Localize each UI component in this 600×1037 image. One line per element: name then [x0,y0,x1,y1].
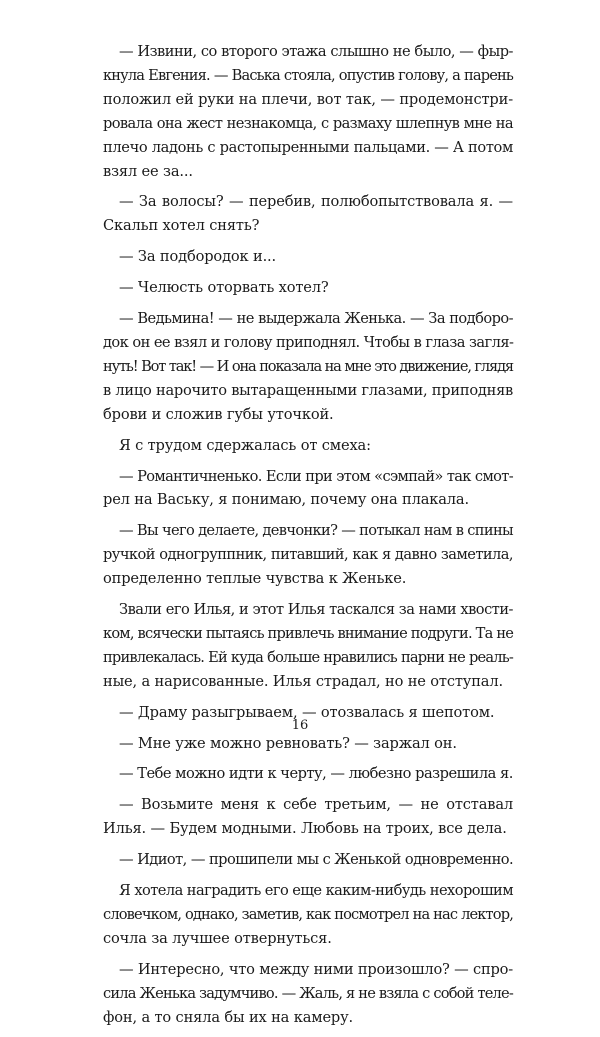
text-line: — Челюсть оторвать хотел? [119,279,329,297]
text-line: сочла за лучшее отвернуться. [103,929,332,947]
page-text [103,40,513,1037]
paragraph [103,958,513,1030]
text-line: — Интересно, что между ними произошло? — спро- [119,960,513,978]
text-line: — Романтичненько. Если при этом «сэмпай» так смот- [119,467,513,485]
paragraph [103,434,513,458]
paragraph [103,245,513,269]
paragraph [103,848,513,872]
text-line: фон, а то сняла бы их на камеру. [103,1008,354,1026]
text-line: ровала она жест незнакомца, с размаху шлепнув мне на [103,114,513,132]
paragraph [103,519,513,591]
text-line: положил ей руки на плечи, вот так, — продемонстри- [103,90,513,108]
paragraph [103,276,513,300]
text-line: ные, а нарисованные. Илья страдал, но не отступал. [103,672,503,690]
paragraph [103,879,513,951]
paragraph [103,598,513,694]
text-line: — Извини, со второго этажа слышно не было, — фыр- [119,43,513,60]
paragraph [103,190,513,238]
text-line: — За подбородок и... [119,248,277,266]
text-line: взял ее за... [103,162,193,180]
text-line: — Тебе можно идти к черту, — любезно разрешила я. [119,765,513,783]
text-line: — Мне уже можно ревновать? — заржал он. [119,734,457,752]
text-line: брови и сложив губы уточкой. [103,405,334,423]
text-line: привлекалась. Ей куда больше нравились парни не реаль- [103,648,513,666]
text-line: ручкой одногруппник, питавший, как я давно заметила, [103,546,513,564]
text-line: Скальп хотел снять? [103,217,260,235]
text-line: Звали его Илья, и этот Илья таскался за нами хвости- [119,601,513,619]
page-number: 16 [291,718,309,733]
paragraph [103,762,513,786]
text-line: — Драму разыгрываем, — отозвалась я шепотом. [119,703,495,721]
paragraph [103,732,513,756]
text-line: кнула Евгения. — Васька стояла, опустив голову, а парень [103,66,513,84]
text-line: словечком, однако, заметив, как посмотрел на нас лектор, [103,906,513,923]
text-line: нуть! Вот так! — И она показала на мне это движение, глядя [103,357,513,375]
text-line: в лицо нарочито вытаращенными глазами, приподняв [103,381,513,399]
text-line: Я хотела наградить его еще каким-нибудь нехорошим [119,882,513,900]
paragraph [103,307,513,427]
text-line: — Вы чего делаете, девчонки? — потыкал нам в спины [119,522,514,540]
text-line: ком, всячески пытаясь привлечь внимание подруги. Та не [103,624,514,642]
text-line: — Идиот, — прошипели мы с Женькой одновременно. [119,851,514,869]
text-line: определенно теплые чувства к Женьке. [103,570,407,588]
text-line: док он ее взял и голову приподнял. Чтобы в глаза загля- [103,333,514,351]
text-line: — За волосы? — перебив, полюбопытствовала я. — [119,193,513,211]
paragraph [103,465,513,513]
paragraph [103,40,513,183]
text-line: — Ведьмина! — не выдержала Женька. — За подборо- [119,310,513,328]
paragraph [103,793,513,841]
text-line: Илья. — Будем модными. Любовь на троих, все дела. [103,820,507,838]
text-line: Я с трудом сдержалась от смеха: [119,436,371,454]
text-line: рел на Ваську, я понимаю, почему она плакала. [103,491,469,509]
text-line: сила Женька задумчиво. — Жаль, я не взяла с собой теле- [103,984,513,1002]
text-line: плечо ладонь с растопыренными пальцами. — А потом [103,138,513,156]
text-line: — Возьмите меня к себе третьим, — не отставал [119,796,513,814]
